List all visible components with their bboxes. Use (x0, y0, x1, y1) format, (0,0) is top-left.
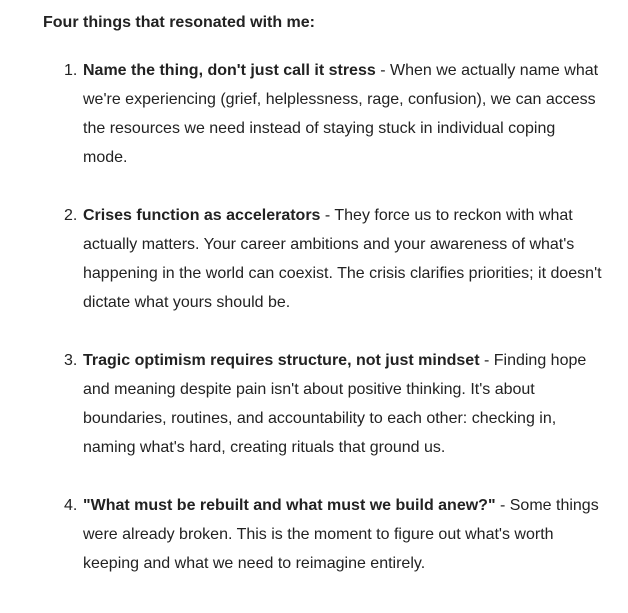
list-item (43, 346, 603, 462)
list-item (43, 491, 603, 578)
item-body: - Some things were already broken. This is the moment to figure out what's worth keeping and what we need to reimagine entirely. (83, 497, 599, 572)
list-item (43, 201, 603, 317)
item-heading: Name the thing, don't just call it stress (83, 62, 376, 79)
item-number: 3. (64, 352, 78, 369)
item-heading: Crises function as accelerators (83, 207, 321, 224)
item-body: - They force us to reckon with what actually matters. Your career ambitions and your awareness of what's happening in the world can coexist. The crisis clarifies priorities; it doesn't dictate what yours should be. (83, 207, 602, 311)
item-heading: "What must be rebuilt and what must we build anew?" (83, 497, 496, 514)
item-number: 4. (64, 497, 78, 514)
list-item (43, 56, 603, 172)
item-body: - Finding hope and meaning despite pain isn't about positive thinking. It's about boundaries, routines, and accountability to each other: checking in, naming what's hard, creating rituals that ground us. (83, 352, 587, 456)
item-heading: Tragic optimism requires structure, not just mindset (83, 352, 480, 369)
item-number: 2. (64, 207, 78, 224)
numbered-list (43, 56, 606, 578)
intro-heading: Four things that resonated with me: (43, 14, 316, 31)
item-number: 1. (64, 62, 78, 79)
item-body: - When we actually name what we're experiencing (grief, helplessness, rage, confusion), we can access the resources we need instead of staying stuck in individual coping mode. (83, 62, 599, 166)
